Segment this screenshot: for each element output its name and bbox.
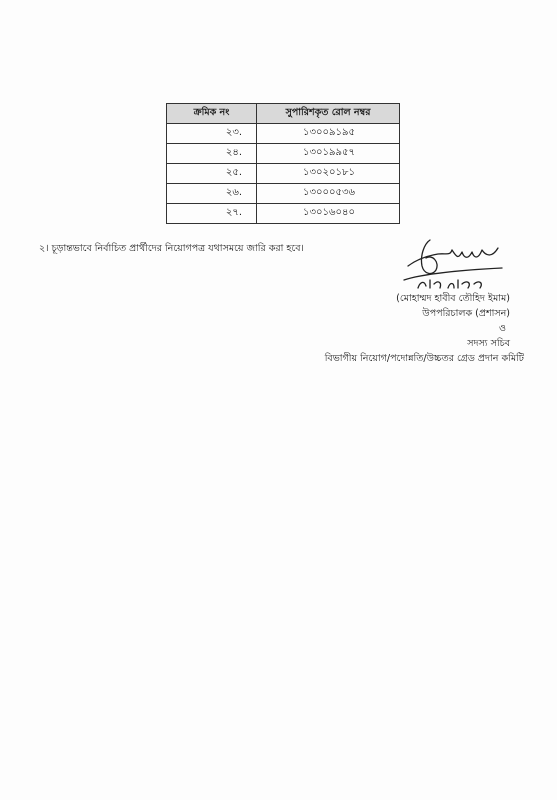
table-row bbox=[167, 124, 400, 144]
table-header-row bbox=[167, 104, 400, 124]
signatory-role: সদস্য সচিব bbox=[467, 338, 510, 349]
signatory-designation: উপপরিচালক (প্রশাসন) bbox=[422, 308, 510, 319]
serial-cell: ২৬. bbox=[167, 184, 257, 204]
roll-cell: ১৩০০০৫৩৬ bbox=[257, 184, 400, 204]
roll-cell: ১৩০১৯৯৫৭ bbox=[257, 144, 400, 164]
roll-number-table bbox=[166, 103, 400, 224]
signatory-name: (মোহাম্মদ হাবীব তৌহিদ ইমাম) bbox=[396, 293, 510, 304]
serial-cell: ২৩. bbox=[167, 124, 257, 144]
serial-cell: ২৭. bbox=[167, 204, 257, 224]
table-row bbox=[167, 204, 400, 224]
roll-cell: ১৩০১৬০৪০ bbox=[257, 204, 400, 224]
roll-cell: ১৩০০৯১৯৫ bbox=[257, 124, 400, 144]
appointment-note: ২। চূড়ান্তভাবে নির্বাচিত প্রার্থীদের নিয়োগপত্র যথাসময়ে জারি করা হবে। bbox=[39, 243, 304, 254]
header-roll: সুপারিশকৃত রোল নম্বর bbox=[257, 104, 400, 124]
table-row bbox=[167, 144, 400, 164]
table-row bbox=[167, 184, 400, 204]
roll-cell: ১৩০২০১৮১ bbox=[257, 164, 400, 184]
handwritten-signature bbox=[402, 236, 512, 290]
table-row bbox=[167, 164, 400, 184]
header-serial: ক্রমিক নং bbox=[167, 104, 257, 124]
signatory-conjunction: ও bbox=[499, 323, 506, 334]
signatory-committee: বিভাগীয় নিয়োগ/পদোন্নতি/উচ্চতর গ্রেড প্রদান কমিটি bbox=[324, 353, 524, 364]
serial-cell: ২৪. bbox=[167, 144, 257, 164]
serial-cell: ২৫. bbox=[167, 164, 257, 184]
